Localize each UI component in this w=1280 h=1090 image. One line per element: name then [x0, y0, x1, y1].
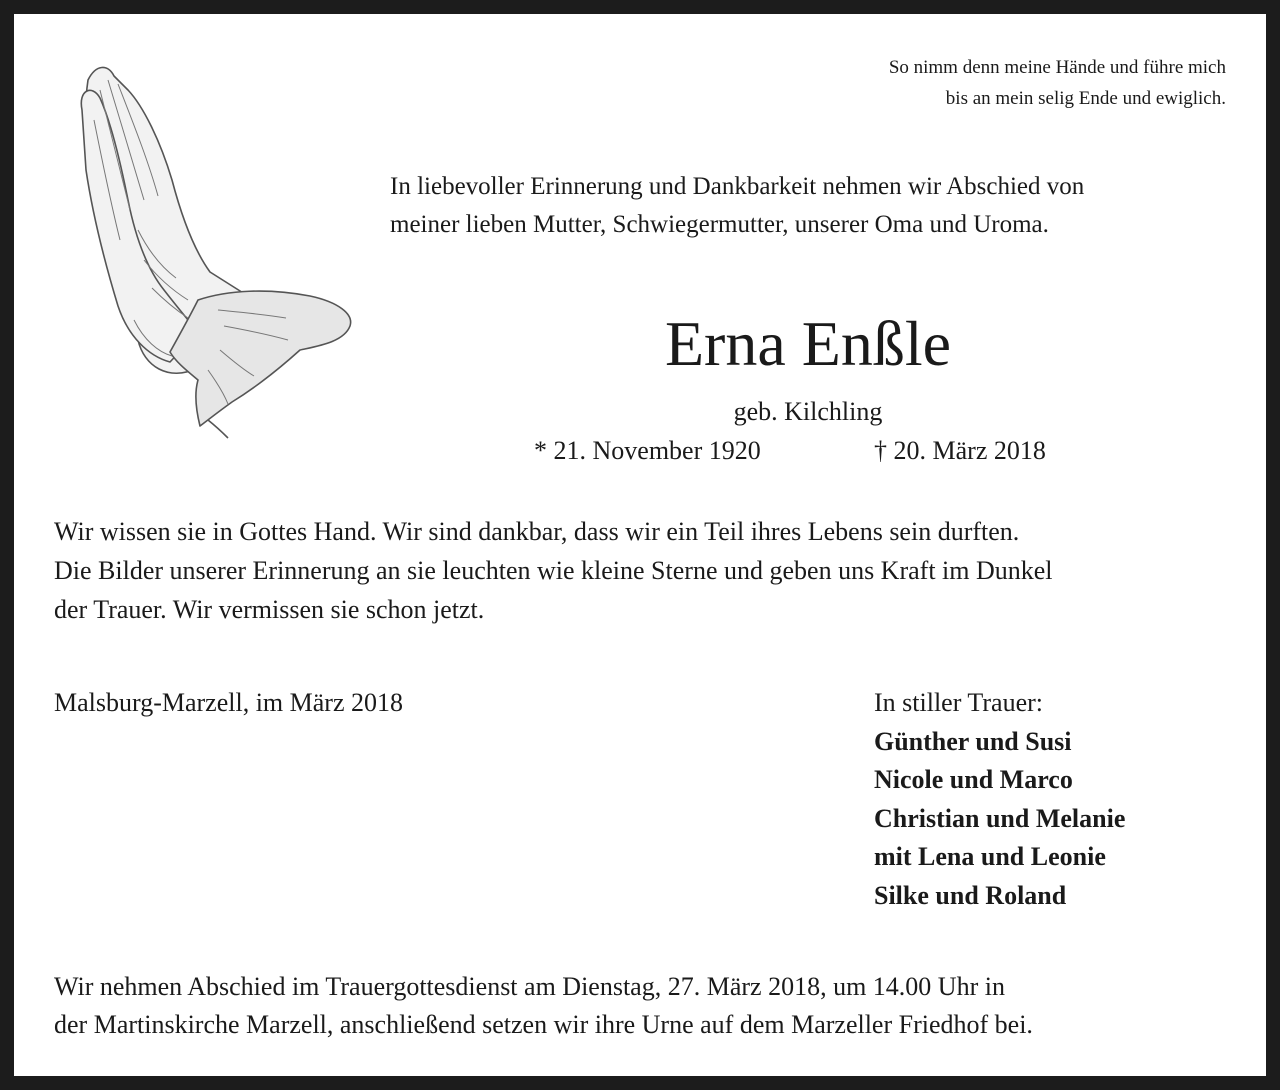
mourner-name: Nicole und Marco [874, 765, 1073, 794]
praying-hands-icon [48, 50, 358, 440]
intro-text [390, 168, 1250, 244]
service-line-1: Wir nehmen Abschied im Trauergottesdienst am Dienstag, 27. März 2018, um 14.00 Uhr in [54, 972, 1005, 1001]
mourner-name: Günther und Susi [874, 726, 1072, 756]
body-line-2: Die Bilder unserer Erinnerung an sie leuchten wie kleine Sterne und geben uns Kraft im Dunkel [54, 556, 1053, 585]
maiden-name: geb. Kilchling [733, 397, 883, 426]
place-date: Malsburg-Marzell, im März 2018 [54, 688, 403, 717]
mourner-name: mit Lena und Leonie [874, 842, 1106, 871]
service-line-2: der Martinskirche Marzell, anschließend setzen wir ihre Urne auf dem Marzeller Friedhof bei. [54, 1010, 1033, 1039]
mourner-name: Silke und Roland [874, 880, 1067, 910]
body-text [54, 512, 1226, 629]
mourners-lead: In stiller Trauer: [874, 688, 1043, 717]
intro-line-2: meiner lieben Mutter, Schwiegermutter, unserer Oma und Uroma. [390, 211, 1049, 238]
verse-line-1: So nimm denn meine Hände und führe mich [888, 57, 1226, 78]
mourner-name: Christian und Melanie [874, 803, 1126, 833]
death-date: † 20. März 2018 [874, 436, 1046, 465]
service-info [54, 968, 1226, 1044]
deceased-name: Erna Enßle [664, 308, 952, 379]
mourners-list [874, 684, 1125, 915]
body-line-3: der Trauer. Wir vermissen sie schon jetzt. [54, 595, 485, 624]
verse-line-2: bis an mein selig Ende und ewiglich. [945, 88, 1226, 109]
obituary-notice [14, 14, 1266, 1076]
birth-date: * 21. November 1920 [534, 436, 761, 465]
intro-line-1: In liebevoller Erinnerung und Dankbarkeit nehmen wir Abschied von [390, 173, 1085, 200]
verse [889, 52, 1226, 114]
body-line-1: Wir wissen sie in Gottes Hand. Wir sind dankbar, dass wir ein Teil ihres Lebens sein durften. [54, 517, 1020, 546]
